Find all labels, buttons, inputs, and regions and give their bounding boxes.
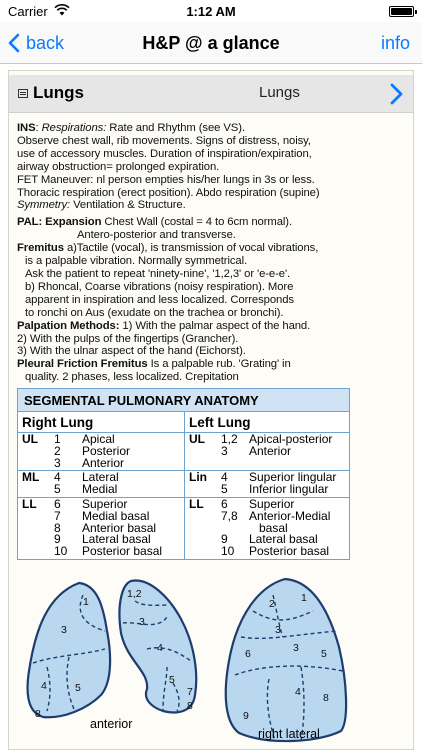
back-label: back <box>26 32 65 53</box>
left-lung-column <box>184 412 350 559</box>
section-header[interactable] <box>9 75 413 113</box>
note-line: 3) With the ulnar aspect of the hand (Eichorst). <box>17 345 246 358</box>
right-lung-column <box>18 412 184 559</box>
lobe-code <box>22 523 54 535</box>
segment-number-label: 8 <box>35 708 41 720</box>
segment-number-label: 1 <box>83 596 89 608</box>
right-group-ml <box>18 470 184 497</box>
left-group-lin <box>185 470 350 497</box>
segment-number <box>221 458 249 470</box>
segment-number-label: 5 <box>169 674 175 686</box>
table-row <box>22 484 184 496</box>
note-line: FET Maneuver: nl person empties his/her lungs in 3s or less. <box>17 173 315 186</box>
card-image <box>8 70 414 750</box>
segment-number-label: 8 <box>187 700 193 712</box>
segment-number: 9 <box>221 532 228 547</box>
segment-number: 7 <box>54 508 61 523</box>
note-line: Thoracic respiration (erect position). Abdo respiration (supine) <box>17 186 320 199</box>
note-line: to ronchi on Aus (exudate on the trachea or bronchi). <box>25 306 284 319</box>
lobe-code <box>189 458 221 470</box>
note-line: use of accessory muscles. Duration of inspiration/expiration, <box>17 147 312 160</box>
navigation-bar <box>0 22 422 64</box>
segment-number: 3 <box>54 455 61 470</box>
lobe-code: UL <box>189 432 205 446</box>
segment-number-label: 5 <box>75 682 81 694</box>
segment-number: 5 <box>221 482 228 497</box>
right-group-ll <box>18 497 184 559</box>
segment-name: Superior <box>249 496 295 511</box>
segment-name: Anterior <box>249 443 292 458</box>
segment-name: basal <box>259 520 288 535</box>
segment-name: Posterior basal <box>82 544 163 559</box>
status-bar <box>0 0 422 22</box>
segment-number-label: 8 <box>323 692 329 704</box>
info-button[interactable]: info <box>380 33 410 53</box>
note-line: Symmetry: Ventilation & Structure. <box>17 199 186 212</box>
segment-number: 7,8 <box>221 508 238 523</box>
table-row <box>189 546 350 558</box>
table-row <box>22 455 184 470</box>
segment-name: Medial <box>82 482 118 497</box>
lobe-code: ML <box>22 470 40 485</box>
table-row <box>22 546 184 558</box>
lung-exam-notes <box>17 122 409 384</box>
lobe-code <box>22 484 54 496</box>
caption-anterior: anterior <box>90 717 133 731</box>
segment-number-label: 5 <box>321 648 327 660</box>
note-line: Antero-posterior and transverse. <box>77 229 236 242</box>
segment-number: 6 <box>54 496 61 511</box>
table-row <box>189 458 350 470</box>
segment-number-label: 6 <box>245 648 251 660</box>
lobe-code: Lin <box>189 470 207 485</box>
table-row <box>189 484 350 496</box>
segment-name: Anterior <box>82 455 125 470</box>
segmental-anatomy-table <box>17 388 350 560</box>
page-title: H&P @ a glance <box>142 33 280 53</box>
segment-number-label: 4 <box>41 680 47 692</box>
segment-number: 1 <box>54 432 61 446</box>
segment-number: 8 <box>54 520 61 535</box>
segment-number-label: 1,2 <box>127 588 142 600</box>
segment-number: 10 <box>221 544 235 559</box>
note-line: Palpation Methods: 1) With the palmar aspect of the hand. <box>17 319 311 332</box>
left-group-ll <box>185 497 350 559</box>
segment-number: 4 <box>221 470 228 485</box>
note-line: Fremitus a)Tactile (vocal), is transmission of vocal vibrations, <box>17 242 319 255</box>
segment-name: Superior <box>82 496 128 511</box>
content-page <box>0 64 422 750</box>
segment-number-label: 4 <box>295 686 301 698</box>
segment-name: Lateral basal <box>249 532 318 547</box>
section-subtitle: Lungs <box>259 84 300 101</box>
lobe-code <box>189 534 221 546</box>
lobe-code <box>189 511 221 523</box>
segment-number-label: 3 <box>61 624 67 636</box>
right-lung-heading: Right Lung <box>22 415 94 430</box>
lobe-code <box>22 458 54 470</box>
segment-number-label: 4 <box>157 642 163 654</box>
segment-name: Lateral basal <box>82 532 151 547</box>
lobe-code <box>189 523 221 535</box>
right-group-ul <box>18 432 184 470</box>
segment-name: Superior lingular <box>249 470 337 485</box>
segment-number: 2 <box>54 443 61 458</box>
note-line: Ask the patient to repeat 'ninety-nine', '1,2,3' or 'e-e-e'. <box>25 267 291 280</box>
lobe-code <box>189 484 221 496</box>
note-line: apparent in inspiration and less localized. Corresponds <box>25 293 294 306</box>
segment-number: 6 <box>221 496 228 511</box>
segment-name: Apical-posterior <box>249 432 333 446</box>
note-line: airway obstruction= prolonged expiration. <box>17 160 220 173</box>
note-line: is a palpable vibration. Normally symmetrical. <box>25 255 248 268</box>
segment-number: 4 <box>54 470 61 485</box>
note-line: PAL: Expansion Chest Wall (costal = 4 to 6cm normal). <box>17 216 293 229</box>
segment-number: 1,2 <box>221 432 238 446</box>
segment-number: 9 <box>54 532 61 547</box>
note-line: b) Rhoncal, Coarse vibrations (noisy respiration). More <box>25 280 294 293</box>
segment-name: Medial basal <box>82 508 150 523</box>
lobe-code <box>22 534 54 546</box>
segment-name: Anterior basal <box>82 520 157 535</box>
segment-number-label: 2 <box>269 598 275 610</box>
segment-number-label: 3 <box>139 616 145 628</box>
lung-segment-illustration <box>17 571 357 750</box>
segment-number-label: 3 <box>275 624 281 636</box>
lobe-code <box>22 511 54 523</box>
lobe-code <box>189 546 221 558</box>
left-group-ul <box>185 432 350 470</box>
table-row <box>189 443 350 458</box>
note-line: INS: Respirations: Rate and Rhythm (see VS). <box>17 122 245 134</box>
lobe-code <box>189 446 221 458</box>
segment-number: 5 <box>54 482 61 497</box>
note-line: quality. 2 phases, less localized. Crepitation <box>25 371 239 384</box>
segment-number-label: 7 <box>187 686 193 698</box>
table-title: SEGMENTAL PULMONARY ANATOMY <box>18 389 349 412</box>
section-title: Lungs <box>33 83 84 102</box>
left-lung-heading: Left Lung <box>189 415 251 430</box>
segment-number-label: 9 <box>243 710 249 722</box>
lung-diagram <box>17 571 357 750</box>
chevron-right-icon[interactable] <box>389 83 403 105</box>
lobe-code <box>22 446 54 458</box>
note-line: Observe chest wall, rib movements. Signs of distress, noisy, <box>17 134 311 147</box>
lobe-code: LL <box>189 496 204 511</box>
segment-name: Lateral <box>82 470 119 485</box>
segment-number: 10 <box>54 544 68 559</box>
segment-name: Apical <box>82 432 115 446</box>
lobe-code <box>22 546 54 558</box>
segment-name: Anterior-Medial <box>249 508 331 523</box>
battery-icon <box>389 6 414 17</box>
segment-number: 3 <box>221 443 228 458</box>
carrier-label: Carrier <box>8 4 48 19</box>
segment-name: Posterior <box>82 443 131 458</box>
segment-number-label: 3 <box>293 642 299 654</box>
caption-right-lateral: right lateral <box>258 727 320 741</box>
segment-number-label: 1 <box>301 592 307 604</box>
note-line: 2) With the pulps of the fingertips (Grancher). <box>17 332 239 345</box>
segment-name: Inferior lingular <box>249 482 329 497</box>
note-line: Pleural Friction Fremitus Is a palpable rub. 'Grating' in <box>17 358 291 371</box>
lobe-code: UL <box>22 432 38 446</box>
lobe-code: LL <box>22 496 37 511</box>
note-icon <box>18 89 28 98</box>
segment-name: Posterior basal <box>249 544 330 559</box>
clock: 1:12 AM <box>186 4 236 19</box>
